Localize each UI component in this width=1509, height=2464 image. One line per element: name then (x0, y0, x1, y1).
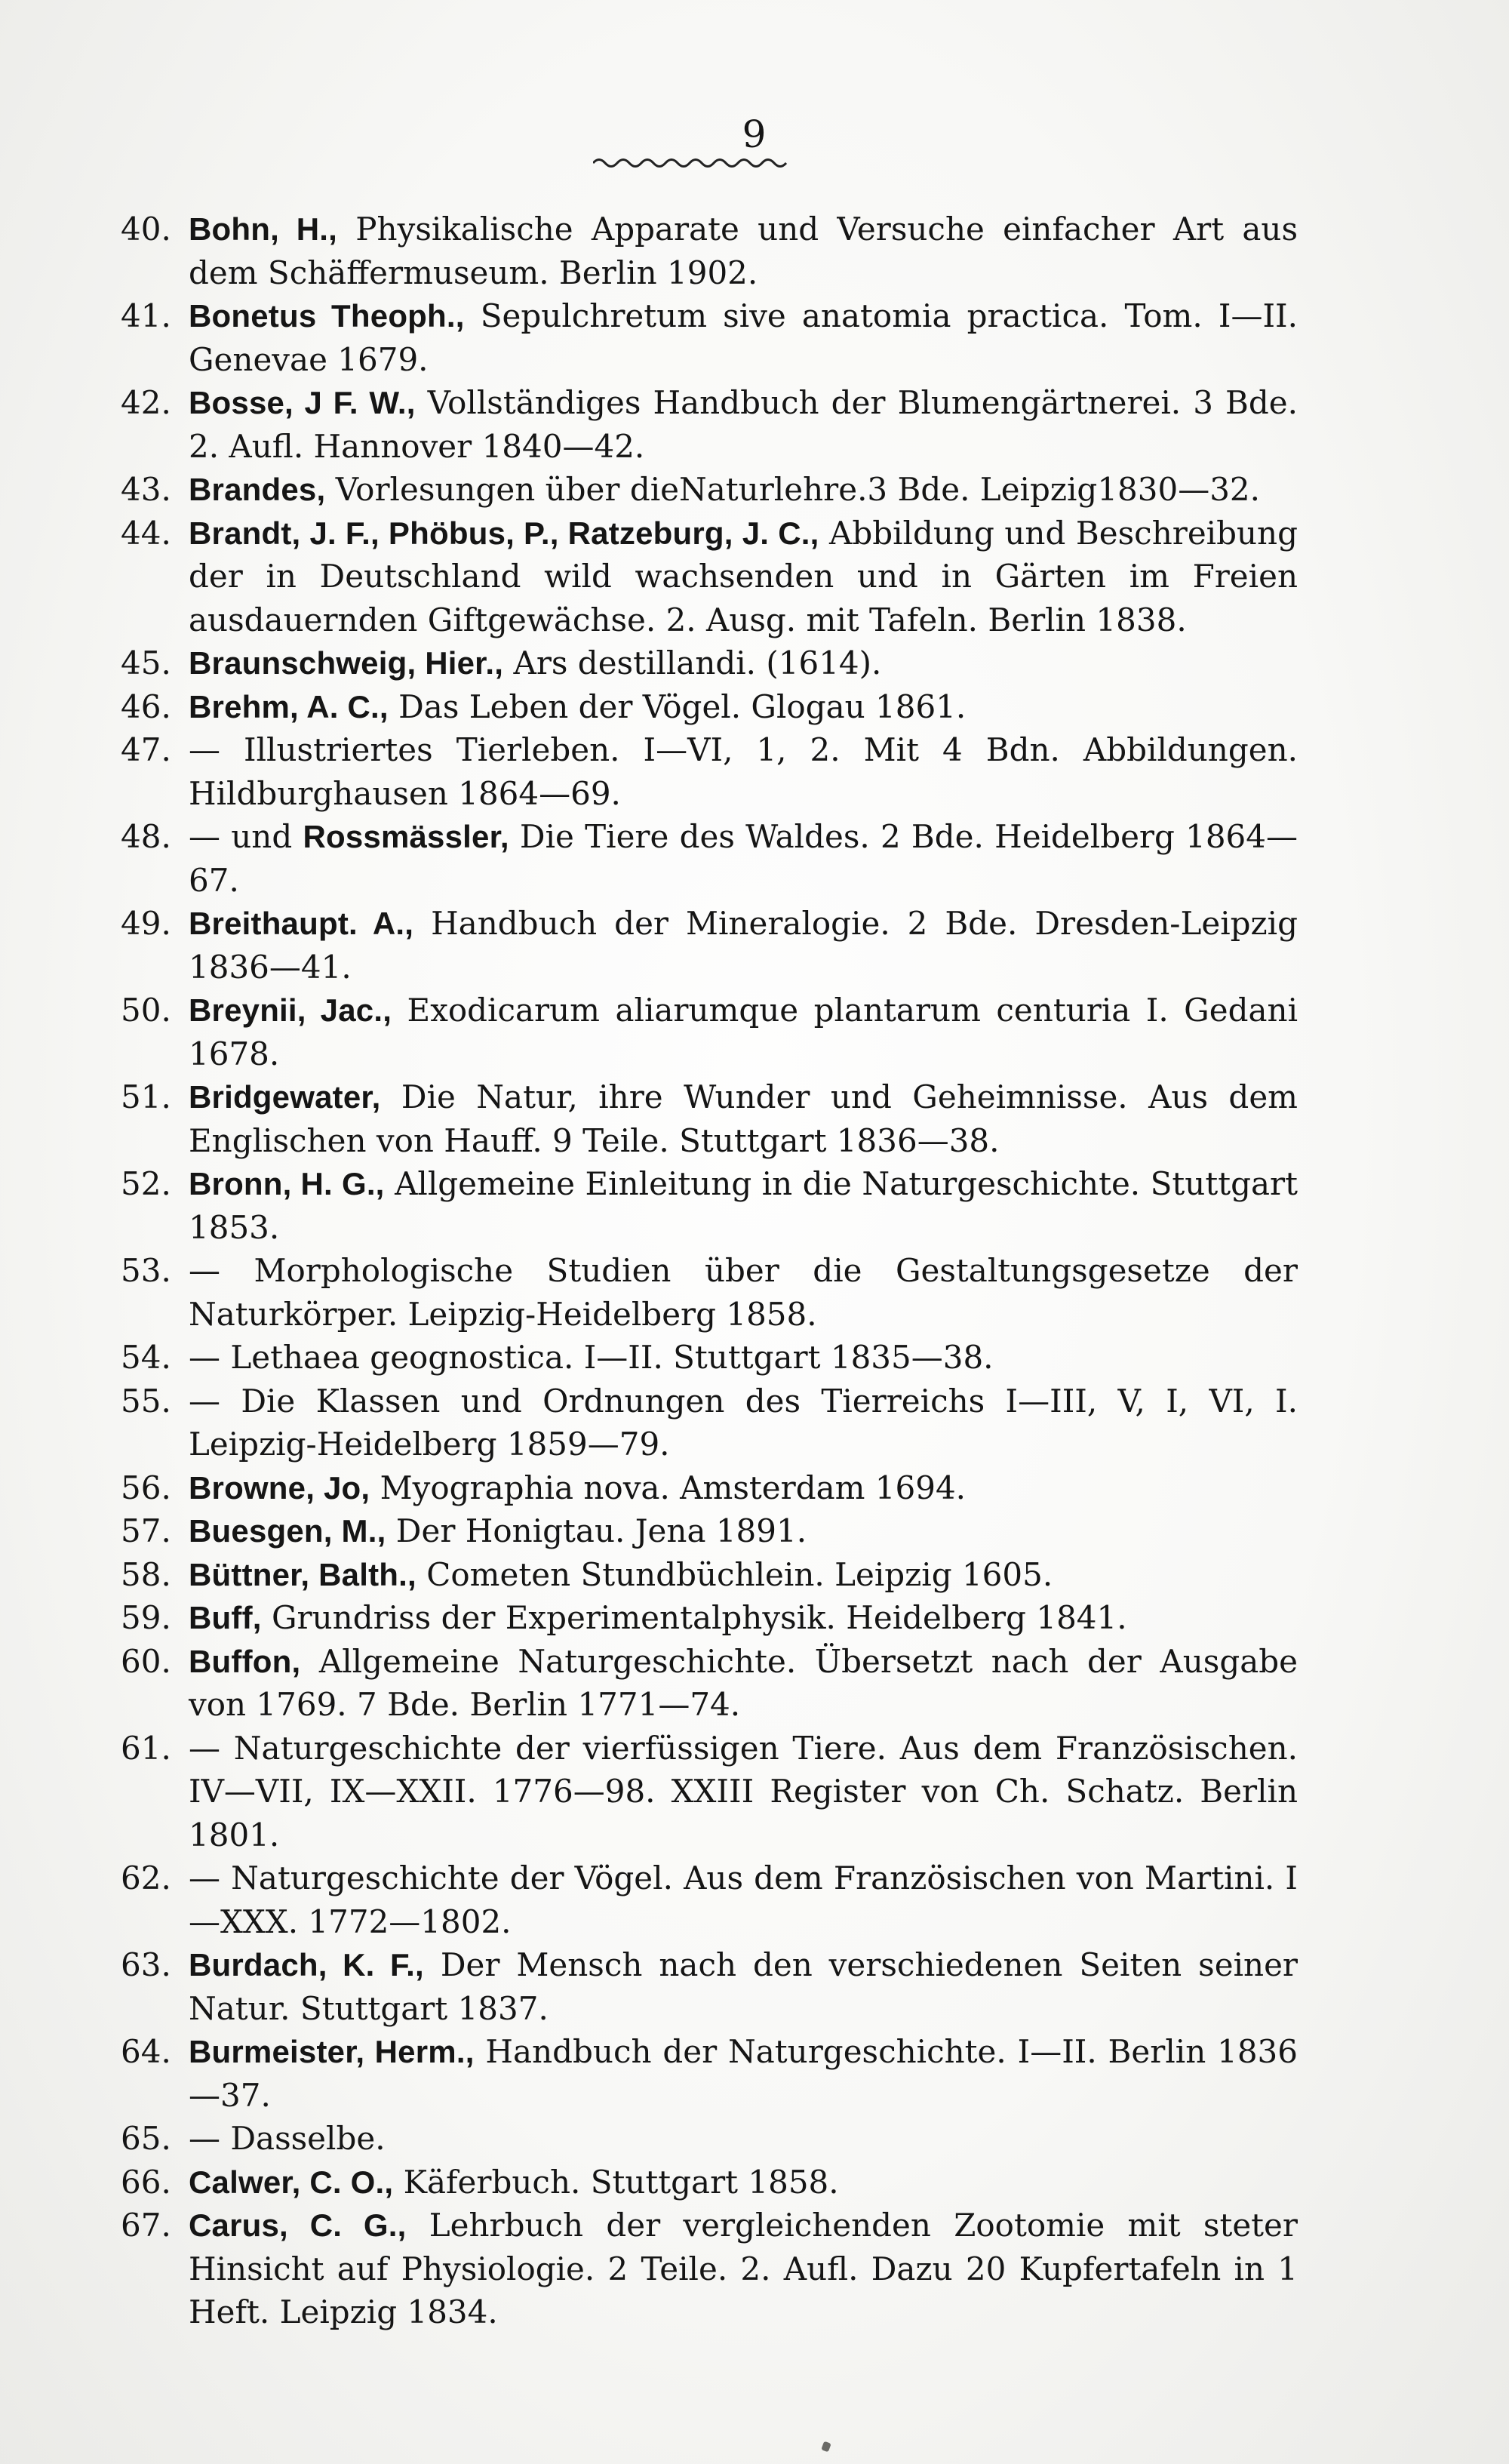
entry-author: Buesgen, M., (189, 1513, 386, 1549)
entry-title: Der Honigtau. Jena 1891. (386, 1512, 807, 1549)
bibliography-entry (121, 2117, 1298, 2161)
ink-speck (821, 2441, 831, 2453)
entry-number: 43. (121, 471, 171, 508)
bibliography-entry (121, 294, 1298, 381)
entry-author: Bosse, J F. W., (189, 385, 416, 420)
entry-title: Vorlesungen über dieNaturlehre.3 Bde. Leipzig1830—32. (325, 471, 1260, 508)
entry-title: Vollständiges Handbuch der Blumengärtnerei. 3 Bde. 2. Aufl. Hannover 1840—42. (189, 384, 1298, 465)
entry-title: Exodicarum aliarumque plantarum centuria I. Gedani 1678. (189, 992, 1298, 1072)
entry-number: 46. (121, 688, 171, 725)
entry-title: Handbuch der Naturgeschichte. I—II. Berlin 1836—37. (189, 2033, 1298, 2114)
wavy-underline-ornament (593, 155, 789, 171)
bibliography-entry (121, 1509, 1298, 1553)
bibliography-entry (121, 1856, 1298, 1943)
bibliography-entry (121, 2161, 1298, 2204)
bibliography-entry (121, 1466, 1298, 1510)
entry-number: 55. (121, 1382, 171, 1420)
entry-number: 50. (121, 992, 171, 1029)
entry-title: Der Mensch nach den verschiedenen Seiten seiner Natur. Stuttgart 1837. (189, 1946, 1298, 2027)
entry-title: — Naturgeschichte der vierfüssigen Tiere. Aus dem Französischen. IV—VII, IX—XXII. 1776—98. XXIII Register von Ch. Schatz. Berlin 1801. (189, 1729, 1298, 1853)
entry-author: Calwer, C. O., (189, 2164, 394, 2200)
bibliography-entry (121, 728, 1298, 815)
entry-author: Brehm, A. C., (189, 688, 389, 724)
bibliography-entry (121, 1727, 1298, 1857)
entry-title: — Die Klassen und Ordnungen des Tierreichs I—III, V, I, VI, I. Leipzig-Heidelberg 1859—79. (189, 1382, 1298, 1463)
bibliography-entry (121, 512, 1298, 642)
entry-number: 57. (121, 1512, 171, 1549)
page-number: 9 (742, 112, 767, 156)
entry-number: 59. (121, 1599, 171, 1636)
entry-number: 64. (121, 2033, 171, 2070)
bibliography-entry (121, 685, 1298, 729)
entry-title: Ars destillandi. (1614). (503, 644, 882, 681)
entry-number: 65. (121, 2120, 171, 2157)
bibliography-entry (121, 2204, 1298, 2334)
entry-title: Sepulchretum sive anatomia practica. Tom. I—II. Genevae 1679. (189, 297, 1298, 378)
bibliography-entry (121, 381, 1298, 468)
entry-number: 41. (121, 297, 171, 334)
bibliography-entry (121, 1075, 1298, 1162)
entry-title: Die Tiere des Waldes. 2 Bde. Heidelberg 1864—67. (189, 818, 1298, 899)
bibliography-entry (121, 1553, 1298, 1597)
entry-number: 63. (121, 1946, 171, 1983)
entry-number: 52. (121, 1165, 171, 1202)
bibliography-entry (121, 208, 1298, 294)
entry-title: Die Natur, ihre Wunder und Geheimnisse. Aus dem Englischen von Hauff. 9 Teile. Stuttgart 1836—38. (189, 1078, 1298, 1159)
bibliography-entry (121, 815, 1298, 902)
entry-author: Carus, C. G., (189, 2207, 407, 2243)
bibliography-entry (121, 1943, 1298, 2030)
entry-author: Buff, (189, 1600, 262, 1635)
entry-author: Bronn, H. G., (189, 1166, 385, 1201)
entry-prefix: — und (189, 818, 303, 855)
entry-title: Myographia nova. Amsterdam 1694. (370, 1469, 967, 1506)
entry-title: Grundriss der Experimentalphysik. Heidelberg 1841. (261, 1599, 1127, 1636)
bibliography-entry (121, 1336, 1298, 1380)
entry-author: Bridgewater, (189, 1079, 381, 1115)
entry-number: 45. (121, 644, 171, 681)
entry-author: Breithaupt. A., (189, 906, 414, 941)
entry-author: Bohn, H., (189, 211, 338, 247)
entry-number: 40. (121, 211, 171, 248)
bibliography-entry (121, 1249, 1298, 1336)
bibliography-list (121, 208, 1298, 2334)
entry-title: — Morphologische Studien über die Gestaltungsgesetze der Naturkörper. Leipzig-Heidelberg 1858. (189, 1252, 1298, 1333)
entry-author: Brandes, (189, 472, 326, 507)
bibliography-entry (121, 2030, 1298, 2117)
entry-author: Braunschweig, Hier., (189, 645, 504, 681)
bibliography-entry (121, 989, 1298, 1075)
entry-author: Rossmässler, (303, 819, 509, 854)
entry-title: Lehrbuch der vergleichenden Zootomie mit steter Hinsicht auf Physiologie. 2 Teile. 2. Aufl. Dazu 20 Kupfertafeln in 1 Heft. Leipzig 1834. (189, 2207, 1298, 2330)
entry-author: Brandt, J. F., Phöbus, P., Ratzeburg, J. C., (189, 515, 819, 551)
entry-title: Allgemeine Naturgeschichte. Übersetzt nach der Ausgabe von 1769. 7 Bde. Berlin 1771—74. (189, 1642, 1298, 1723)
bibliography-entry (121, 1380, 1298, 1466)
entry-number: 42. (121, 384, 171, 421)
entry-title: Das Leben der Vögel. Glogau 1861. (388, 688, 967, 725)
entry-author: Buffon, (189, 1643, 301, 1679)
entry-number: 47. (121, 731, 171, 768)
bibliography-entry (121, 1162, 1298, 1249)
entry-title: Allgemeine Einleitung in die Naturgeschichte. Stuttgart 1853. (189, 1165, 1298, 1246)
entry-title: — Illustriertes Tierleben. I—VI, 1, 2. Mit 4 Bdn. Abbildungen. Hildburghausen 1864—69. (189, 731, 1298, 812)
entry-number: 56. (121, 1469, 171, 1506)
bibliography-entry (121, 1596, 1298, 1640)
entry-number: 53. (121, 1252, 171, 1289)
entry-title: Handbuch der Mineralogie. 2 Bde. Dresden-Leipzig 1836—41. (189, 905, 1298, 986)
entry-number: 51. (121, 1078, 171, 1115)
entry-title: — Dasselbe. (189, 2120, 386, 2157)
bibliography-entry (121, 468, 1298, 512)
entry-number: 60. (121, 1642, 171, 1680)
entry-title: Physikalische Apparate und Versuche einfacher Art aus dem Schäffermuseum. Berlin 1902. (189, 211, 1298, 291)
entry-author: Breynii, Jac., (189, 992, 392, 1028)
entry-author: Browne, Jo, (189, 1469, 370, 1506)
entry-number: 62. (121, 1860, 171, 1896)
bibliography-entry (121, 902, 1298, 989)
entry-number: 54. (121, 1339, 171, 1376)
bibliography-entry (121, 1640, 1298, 1727)
entry-number: 48. (121, 818, 171, 855)
entry-number: 44. (121, 514, 171, 552)
entry-title: Käferbuch. Stuttgart 1858. (393, 2163, 839, 2201)
entry-title: — Naturgeschichte der Vögel. Aus dem Französischen von Martini. I—XXX. 1772—1802. (189, 1860, 1298, 1940)
entry-author: Bonetus Theoph., (189, 298, 465, 334)
entry-number: 67. (121, 2207, 171, 2244)
entry-number: 58. (121, 1555, 171, 1593)
entry-number: 66. (121, 2163, 171, 2201)
entry-number: 49. (121, 905, 171, 942)
entry-author: Burmeister, Herm., (189, 2034, 475, 2069)
entry-author: Büttner, Balth., (189, 1556, 416, 1592)
bibliography-entry (121, 641, 1298, 685)
entry-author: Burdach, K. F., (189, 1947, 424, 1983)
entry-title: Abbildung und Beschreibung der in Deutschland wild wachsenden und in Gärten im Freien ausdauernden Giftgewächse. 2. Ausg. mit Tafeln. Berlin 1838. (189, 514, 1298, 638)
entry-title: Cometen Stundbüchlein. Leipzig 1605. (416, 1555, 1053, 1593)
entry-title: — Lethaea geognostica. I—II. Stuttgart 1835—38. (189, 1339, 994, 1376)
entry-number: 61. (121, 1729, 171, 1767)
